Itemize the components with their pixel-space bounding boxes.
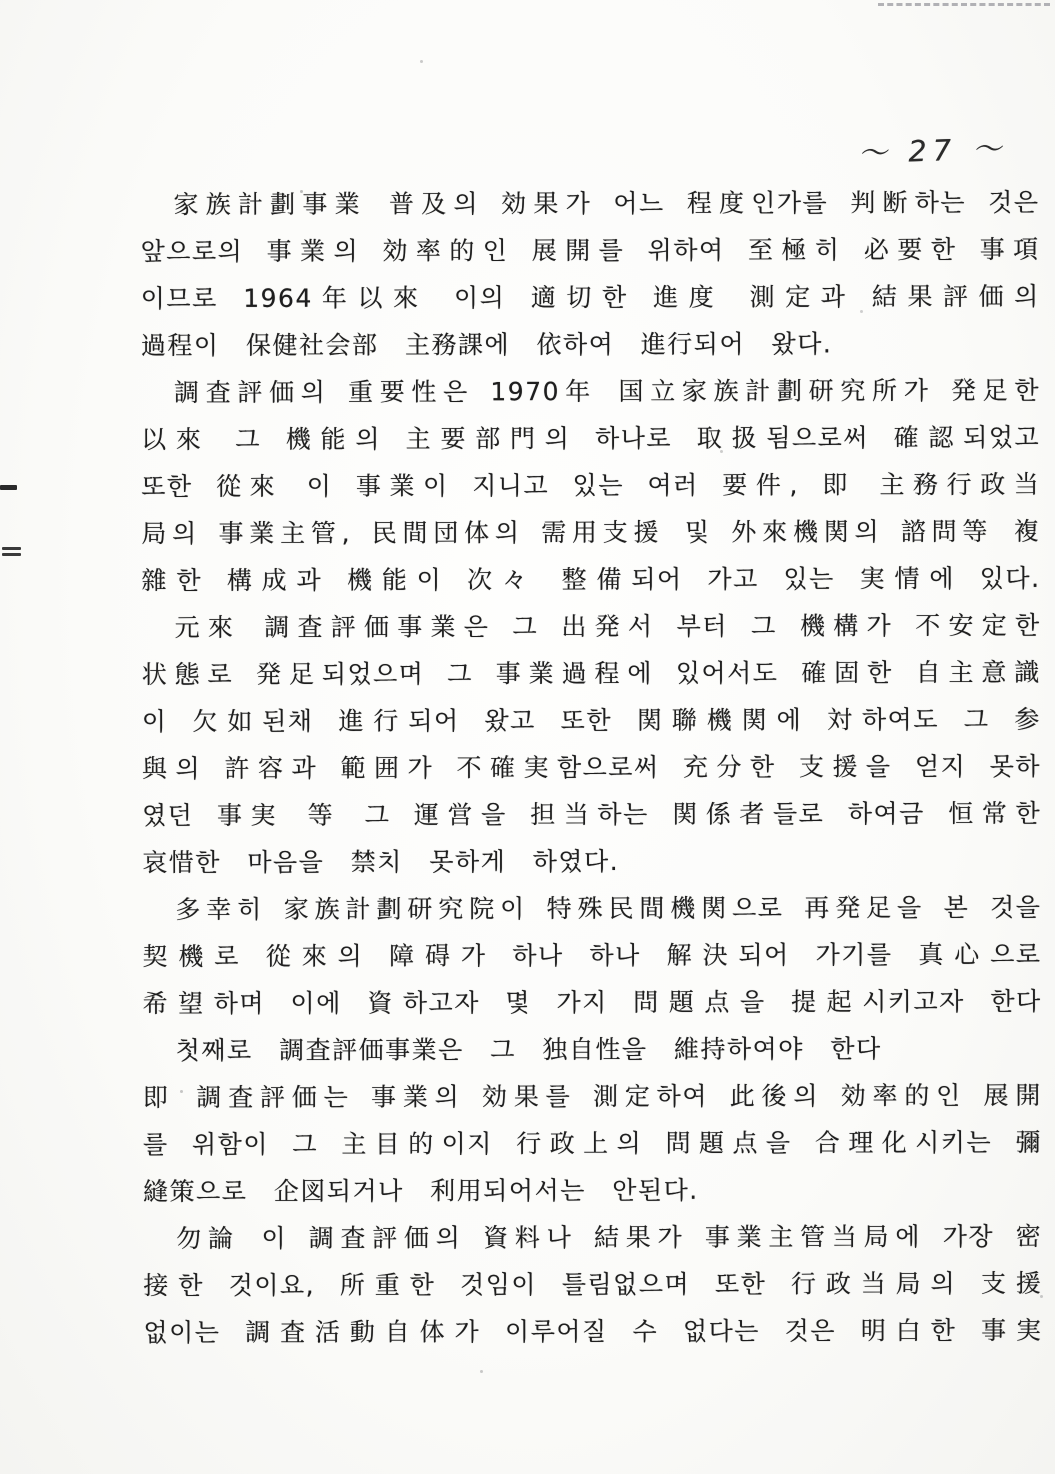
- paragraph: [143, 1217, 1042, 1360]
- text-line: 元來 調査評価事業은 그 出発서 부터 그 機構가 不安定한: [174, 610, 1041, 643]
- text-line: 過程이 保健社会部 主務課에 依하여 進行되어 왔다.: [140, 329, 833, 361]
- text-line: 앞으로의 事業의 効率的인 展開를 위하여 至極히 必要한 事項: [140, 234, 1040, 267]
- text-line: 雜한 構成과 機能이 次々 整備되어 가고 있는 実情에 있다.: [141, 563, 1041, 596]
- paragraph: [141, 371, 1041, 608]
- text-line: 哀惜한 마음을 禁치 못하게 하였다.: [142, 846, 620, 878]
- text-line: 多幸히 家族計劃研究院이 特殊民間機関으로 再発足을 본 것을: [175, 892, 1042, 925]
- text-line: 家族計劃事業 普及의 効果가 어느 程度인가를 判断하는 것은: [173, 187, 1040, 220]
- paragraph: [143, 1076, 1042, 1219]
- scan-artifact-top-streak: [878, 3, 1050, 6]
- text-line: 調査評価의 重要性은 1970年 国立家族計劃研究所가 発足한: [173, 375, 1041, 408]
- paragraph: [142, 888, 1041, 1031]
- paragraph: [142, 606, 1042, 890]
- text-line: 縫策으로 企図되거나 利用되어서는 안된다.: [143, 1175, 699, 1207]
- text-line: 이므로 1964年以來 이의 適切한 進度 測定과 結果評価의: [140, 281, 1040, 314]
- text-line: 局의 事業主管, 民間団体의 需用支援 및 外來機関의 諮問等 複: [141, 516, 1041, 549]
- document-body-text: [140, 183, 1042, 1360]
- text-line: 첫째로 調査評価事業은 그 独自性을 維持하여야 한다: [175, 1034, 882, 1066]
- text-line: 以來 그 機能의 主要部門의 하나로 取扱됨으로써 確認되었고: [141, 422, 1041, 455]
- scan-artifact-left-dash: [0, 485, 17, 490]
- text-line: 勿論 이 調査評価의 資料나 結果가 事業主管当局에 가장 密: [176, 1221, 1043, 1254]
- text-line: 状態로 発足되었으며 그 事業過程에 있어서도 確固한 自主意識: [141, 657, 1041, 690]
- text-line: 與의 許容과 範囲가 不確実함으로써 充分한 支援을 얻지 못하: [141, 751, 1042, 784]
- text-line: 없이는 調査活動自体가 이루어질 수 없다는 것은 明白한 事実: [143, 1315, 1043, 1348]
- text-line: 希望하며 이에 資하고자 몇 가지 問題点을 提起시키고자 한다: [142, 986, 1042, 1019]
- text-line: 即 調査評価는 事業의 効果를 測定하여 此後의 効率的인 展開: [142, 1080, 1042, 1113]
- scan-artifact-left-double-dash: [2, 547, 21, 550]
- text-line: 였던 事実 等 그 運営을 担当하는 関係者들로 하여금 恒常한: [142, 798, 1042, 831]
- text-line: 接한 것이요, 所重한 것임이 틀림없으며 또한 行政当局의 支援: [143, 1268, 1043, 1301]
- text-line: 또한 從來 이 事業이 지니고 있는 여러 要件, 即 主務行政当: [141, 469, 1041, 502]
- page-number: 〜 27 〜: [857, 131, 1008, 171]
- text-line: 를 위함이 그 主目的이지 行政上의 問題点을 合理化시키는 彌: [142, 1127, 1043, 1160]
- text-line: 契機로 從來의 障碍가 하나 하나 解決되어 가기를 真心으로: [142, 939, 1042, 972]
- text-line: 이 欠如된채 進行되어 왔고 또한 関聯機関에 対하여도 그 参: [141, 704, 1041, 737]
- paragraph: [143, 1029, 1042, 1078]
- paragraph: [140, 183, 1039, 373]
